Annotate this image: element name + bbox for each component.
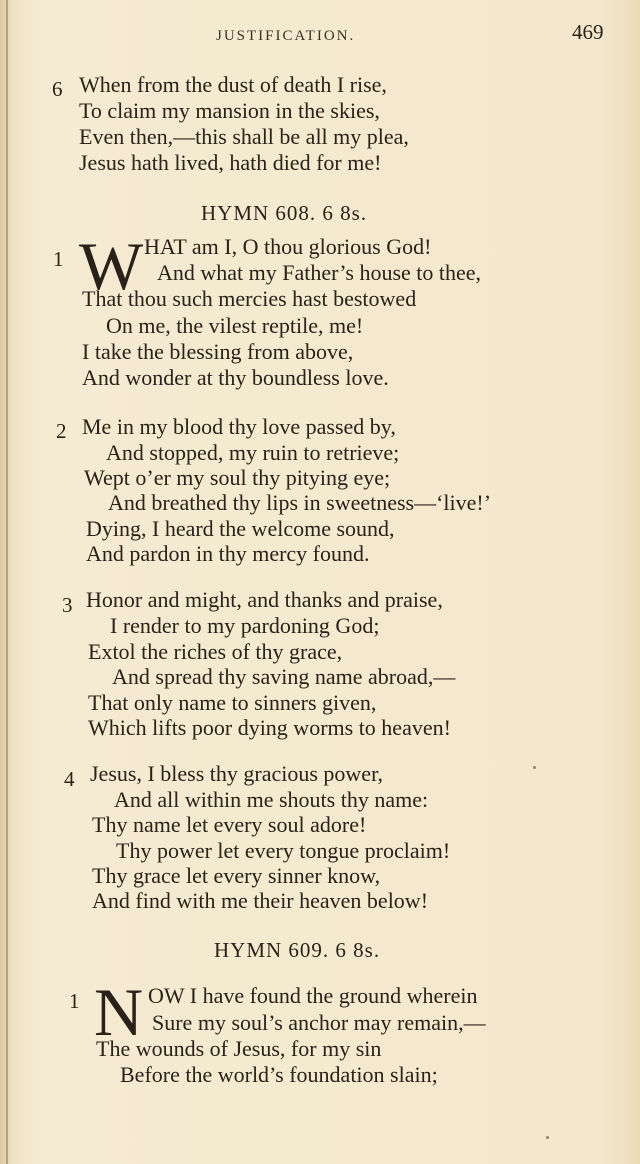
stanza-number: 1: [69, 989, 80, 1013]
verse-line: And spread thy saving name abroad,—: [112, 664, 456, 689]
verse-line: Thy grace let every sinner know,: [92, 863, 381, 888]
stanza-number: 1: [53, 247, 64, 271]
verse-line: Dying, I heard the welcome sound,: [86, 516, 395, 541]
verse-line: HAT am I, O thou glorious God!: [144, 234, 432, 259]
verse-line: The wounds of Jesus, for my sin: [96, 1036, 382, 1061]
stanza-number: 3: [62, 593, 73, 617]
verse-line: And stopped, my ruin to retrieve;: [106, 440, 400, 465]
verse-line: Thy power let every tongue proclaim!: [116, 838, 451, 863]
verse-line: Thy name let every soul adore!: [92, 812, 367, 837]
verse-line: Jesus, I bless thy gracious power,: [90, 761, 384, 786]
verse-line: And find with me their heaven below!: [92, 888, 429, 913]
verse-line: Sure my soul’s anchor may remain,—: [152, 1010, 486, 1035]
page-number: 469: [572, 20, 604, 44]
hymn-heading: HYMN 609. 6 8s.: [214, 938, 381, 962]
verse-line: And pardon in thy mercy found.: [86, 541, 370, 566]
verse-line: On me, the vilest reptile, me!: [106, 313, 364, 338]
verse-line: I render to my pardoning God;: [110, 613, 380, 638]
verse-line: And what my Father’s house to thee,: [157, 260, 482, 285]
hymn-heading: HYMN 608. 6 8s.: [201, 201, 368, 225]
verse-line: Jesus hath lived, hath died for me!: [79, 150, 382, 175]
verse-line: That only name to sinners given,: [88, 690, 377, 715]
stanza-number: 4: [64, 767, 75, 791]
paper-speck: [546, 1136, 549, 1139]
verse-line: Even then,—this shall be all my plea,: [79, 124, 409, 149]
gutter-edge: [6, 0, 8, 1164]
verse-line: Which lifts poor dying worms to heaven!: [88, 715, 451, 740]
verse-line: And wonder at thy boundless love.: [82, 365, 389, 390]
stanza-number: 6: [52, 77, 63, 101]
drop-cap: W: [79, 228, 144, 304]
verse-line: Wept o’er my soul thy pitying eye;: [84, 465, 391, 490]
verse-line: OW I have found the ground wherein: [148, 983, 478, 1008]
drop-cap: N: [94, 974, 144, 1050]
verse-line: And all within me shouts thy name:: [114, 787, 429, 812]
verse-line: To claim my mansion in the skies,: [79, 98, 380, 123]
verse-line: Before the world’s foundation slain;: [120, 1062, 438, 1087]
verse-line: Extol the riches of thy grace,: [88, 639, 343, 664]
stanza-number: 2: [56, 419, 67, 443]
verse-line: And breathed thy lips in sweetness—‘live!’: [108, 490, 492, 515]
running-head: JUSTIFICATION.: [216, 28, 356, 44]
verse-line: That thou such mercies hast bestowed: [82, 286, 417, 311]
verse-line: When from the dust of death I rise,: [79, 72, 387, 97]
verse-line: Honor and might, and thanks and praise,: [86, 587, 443, 612]
paper-speck: [533, 766, 536, 769]
verse-line: I take the blessing from above,: [82, 339, 354, 364]
verse-line: Me in my blood thy love passed by,: [82, 414, 396, 439]
